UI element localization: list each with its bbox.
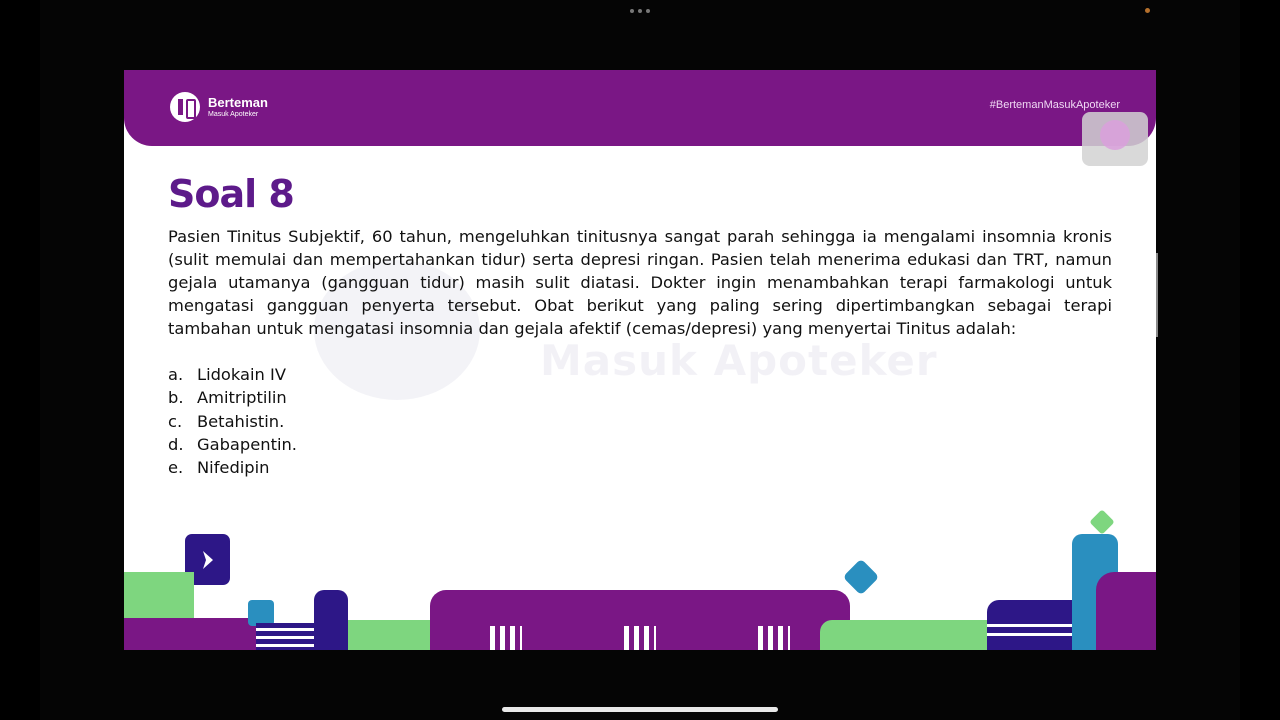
option-text: Betahistin. bbox=[197, 411, 285, 431]
deco-green-bar-right bbox=[820, 620, 990, 650]
option-a bbox=[168, 363, 297, 386]
deco-purple-bar-left bbox=[124, 618, 262, 650]
slide-header bbox=[124, 70, 1156, 146]
option-text: Nifedipin bbox=[197, 458, 270, 478]
deco-navy-pillar bbox=[314, 590, 348, 650]
brand-mark-icon bbox=[170, 92, 200, 122]
option-d bbox=[168, 433, 297, 456]
deco-green-block-left bbox=[124, 572, 194, 620]
multitasking-dots[interactable] bbox=[630, 9, 650, 13]
option-text: Gabapentin. bbox=[197, 434, 297, 454]
deco-stripes-left bbox=[256, 623, 316, 650]
question-text: Pasien Tinitus Subjektif, 60 tahun, mengeluhkan tinitusnya sangat parah sehingga ia mengalami insomnia kronis (sulit memulai dan mempertahankan tidur) serta depresi ringan. Pasien telah menerima edukasi dan TRT, namun gejala utamanya (gangguan tidur) masih sulit diatasi. Dokter ingin menambahkan terapi farmakologi untuk mengatasi gangguan penyerta tersebut. Obat berikut yang paling sering dipertimbangkan sebagai terapi tambahan untuk mengatasi insomnia dan gejala afektif (cemas/depresi) yang menyertai Tinitus adalah: bbox=[168, 227, 1112, 338]
device-bezel-right bbox=[1240, 0, 1280, 720]
deco-stripes-right bbox=[987, 618, 1077, 640]
option-letter: e. bbox=[168, 458, 184, 478]
deco-bars-2 bbox=[624, 626, 656, 650]
brand-logo bbox=[170, 92, 268, 122]
option-e bbox=[168, 456, 297, 479]
option-letter: b. bbox=[168, 388, 184, 408]
floating-button-dot-icon bbox=[1100, 120, 1130, 150]
slide bbox=[124, 70, 1156, 650]
option-b bbox=[168, 386, 297, 409]
deco-bars-3 bbox=[758, 626, 790, 650]
option-text: Lidokain IV bbox=[197, 365, 286, 384]
chevron-right-icon bbox=[200, 549, 216, 571]
option-letter: d. bbox=[168, 434, 184, 454]
option-letter: a. bbox=[168, 365, 184, 384]
option-c bbox=[168, 410, 297, 433]
option-text: Amitriptilin bbox=[197, 388, 287, 408]
deco-bars-1 bbox=[490, 626, 522, 650]
home-indicator[interactable] bbox=[502, 707, 778, 712]
deco-teal-diamond bbox=[843, 559, 880, 596]
answer-options bbox=[168, 363, 297, 479]
watermark-text: Masuk Apoteker bbox=[540, 336, 938, 385]
deco-purple-block-right bbox=[1096, 572, 1156, 650]
brand-name: Berteman bbox=[208, 95, 268, 110]
question-title: Soal 8 bbox=[168, 172, 294, 216]
option-letter: c. bbox=[168, 411, 183, 431]
hashtag: #BertemanMasukApoteker bbox=[989, 99, 1120, 111]
deco-green-diamond bbox=[1089, 509, 1114, 534]
device-bezel-left bbox=[0, 0, 40, 720]
camera-indicator-dot bbox=[1145, 8, 1150, 13]
brand-tagline: Masuk Apoteker bbox=[208, 111, 259, 118]
